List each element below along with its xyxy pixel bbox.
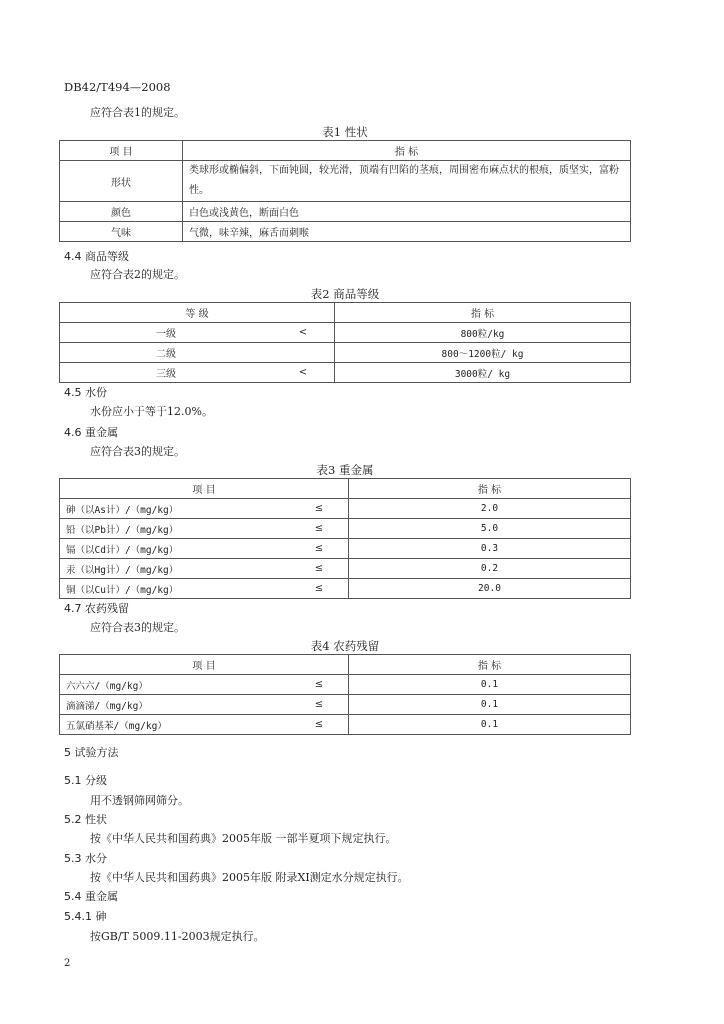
table-cell-item: 颜色 (60, 202, 183, 222)
table-row (60, 695, 631, 715)
section-4-4-heading: 4.4 商品等级 (64, 250, 129, 263)
section-5-heading: 5 试验方法 (64, 746, 119, 759)
table-cell-symbol (272, 343, 335, 363)
table-header-cell: 指 标 (335, 303, 631, 323)
table-header-cell: 指 标 (349, 655, 631, 675)
table-cell-value: 类球形或椭偏斜，下面钝圆，较光滑，顶端有凹陷的茎痕，周围密布麻点状的根痕，质坚实，富粉性。 (183, 161, 631, 202)
section-5-4-1-text: 按GB/T 5009.11-2003规定执行。 (90, 930, 265, 943)
table-cell-value: 5.0 (349, 519, 631, 539)
table-header-row (60, 479, 631, 499)
table-cell-item: 镉（以Cd计）/（mg/kg） (60, 539, 291, 559)
table-cell-value: 0.3 (349, 539, 631, 559)
table-cell-item: 五氯硝基苯/（mg/kg） (60, 715, 291, 735)
table-cell-value: 气微，味辛辣，麻舌而刺喉 (183, 222, 631, 242)
table-header-cell: 项 目 (60, 655, 349, 675)
table4-intro: 应符合表3的规定。 (90, 621, 185, 634)
table-row (60, 161, 631, 202)
table-cell-symbol: ≤ (290, 499, 349, 519)
table-cell-value: 3000粒/ kg (335, 363, 631, 383)
table-row (60, 499, 631, 519)
table3-intro: 应符合表3的规定。 (90, 445, 185, 458)
table-cell-value: 0.1 (349, 715, 631, 735)
table-cell-grade: 一级 (60, 323, 273, 343)
table-cell-value: 0.2 (349, 559, 631, 579)
table-row (60, 343, 631, 363)
table-row (60, 539, 631, 559)
section-5-4-1-heading: 5.4.1 砷 (64, 910, 107, 923)
table-header-cell: 指 标 (183, 141, 631, 161)
section-5-3-heading: 5.3 水分 (64, 852, 107, 865)
table2-intro: 应符合表2的规定。 (90, 268, 185, 281)
table-cell-item: 气味 (60, 222, 183, 242)
table-cell-symbol: < (272, 323, 335, 343)
table2-grades (59, 302, 631, 383)
table-cell-grade: 三级 (60, 363, 273, 383)
table-cell-value: 2.0 (349, 499, 631, 519)
table-row (60, 363, 631, 383)
table-cell-item: 形状 (60, 161, 183, 202)
table-cell-item: 滴滴涕/（mg/kg） (60, 695, 291, 715)
table-cell-value: 白色或浅黄色，断面白色 (183, 202, 631, 222)
table-row (60, 202, 631, 222)
table4-caption: 表4 农药残留 (310, 639, 380, 653)
table-cell-value: 20.0 (349, 579, 631, 599)
section-5-2-text: 按《中华人民共和国药典》2005年版 一部半夏项下规定执行。 (90, 832, 397, 845)
table-cell-symbol: ≤ (290, 559, 349, 579)
table-header-row (60, 655, 631, 675)
table-header-cell: 项 目 (60, 479, 349, 499)
table-header-row (60, 141, 631, 161)
table-cell-symbol: ≤ (290, 579, 349, 599)
document-header: DB42/T494—2008 (64, 80, 171, 94)
page-number: 2 (64, 958, 71, 969)
table1-caption: 表1 性状 (322, 125, 368, 139)
table-cell-value: 0.1 (349, 675, 631, 695)
section-4-5-heading: 4.5 水份 (64, 386, 107, 399)
table-cell-symbol: ≤ (290, 519, 349, 539)
table-cell-value: 0.1 (349, 695, 631, 715)
table-header-cell: 项 目 (60, 141, 183, 161)
table-cell-symbol: ≤ (290, 539, 349, 559)
section-4-6-heading: 4.6 重金属 (64, 426, 118, 439)
table-row (60, 715, 631, 735)
table3-caption: 表3 重金属 (316, 463, 374, 477)
table-cell-symbol: ≤ (290, 695, 349, 715)
table-row (60, 675, 631, 695)
table-header-cell: 指 标 (349, 479, 631, 499)
table-cell-item: 砷（以As计）/（mg/kg） (60, 499, 291, 519)
table-cell-symbol: ≤ (290, 715, 349, 735)
table1-intro: 应符合表1的规定。 (90, 106, 185, 119)
table-row (60, 579, 631, 599)
table-cell-item: 铜（以Cu计）/（mg/kg） (60, 579, 291, 599)
table-cell-grade: 二级 (60, 343, 273, 363)
table-cell-value: 800粒/kg (335, 323, 631, 343)
table-cell-symbol: ≤ (290, 675, 349, 695)
table-row (60, 519, 631, 539)
section-5-2-heading: 5.2 性状 (64, 813, 107, 826)
table-cell-value: 800～1200粒/ kg (335, 343, 631, 363)
section-5-3-text: 按《中华人民共和国药典》2005年版 附录XI测定水分规定执行。 (90, 871, 409, 884)
table1-properties (59, 140, 631, 242)
table-header-row (60, 303, 631, 323)
table-header-cell: 等 级 (60, 303, 335, 323)
table-cell-item: 铅（以Pb计）/（mg/kg） (60, 519, 291, 539)
table4-pesticide-residues (59, 654, 631, 735)
table-cell-item: 六六六/（mg/kg） (60, 675, 291, 695)
table-row (60, 323, 631, 343)
section-5-1-heading: 5.1 分级 (64, 774, 107, 787)
table-row (60, 222, 631, 242)
section-4-7-heading: 4.7 农药残留 (64, 602, 129, 615)
table-cell-item: 汞（以Hg计）/（mg/kg） (60, 559, 291, 579)
table-cell-symbol: < (272, 363, 335, 383)
section-4-5-text: 水份应小于等于12.0%。 (90, 405, 213, 418)
table-row (60, 559, 631, 579)
table3-heavy-metals (59, 478, 631, 599)
section-5-1-text: 用不透钢筛网筛分。 (90, 794, 189, 807)
table2-caption: 表2 商品等级 (310, 287, 380, 301)
section-5-4-heading: 5.4 重金属 (64, 890, 118, 903)
